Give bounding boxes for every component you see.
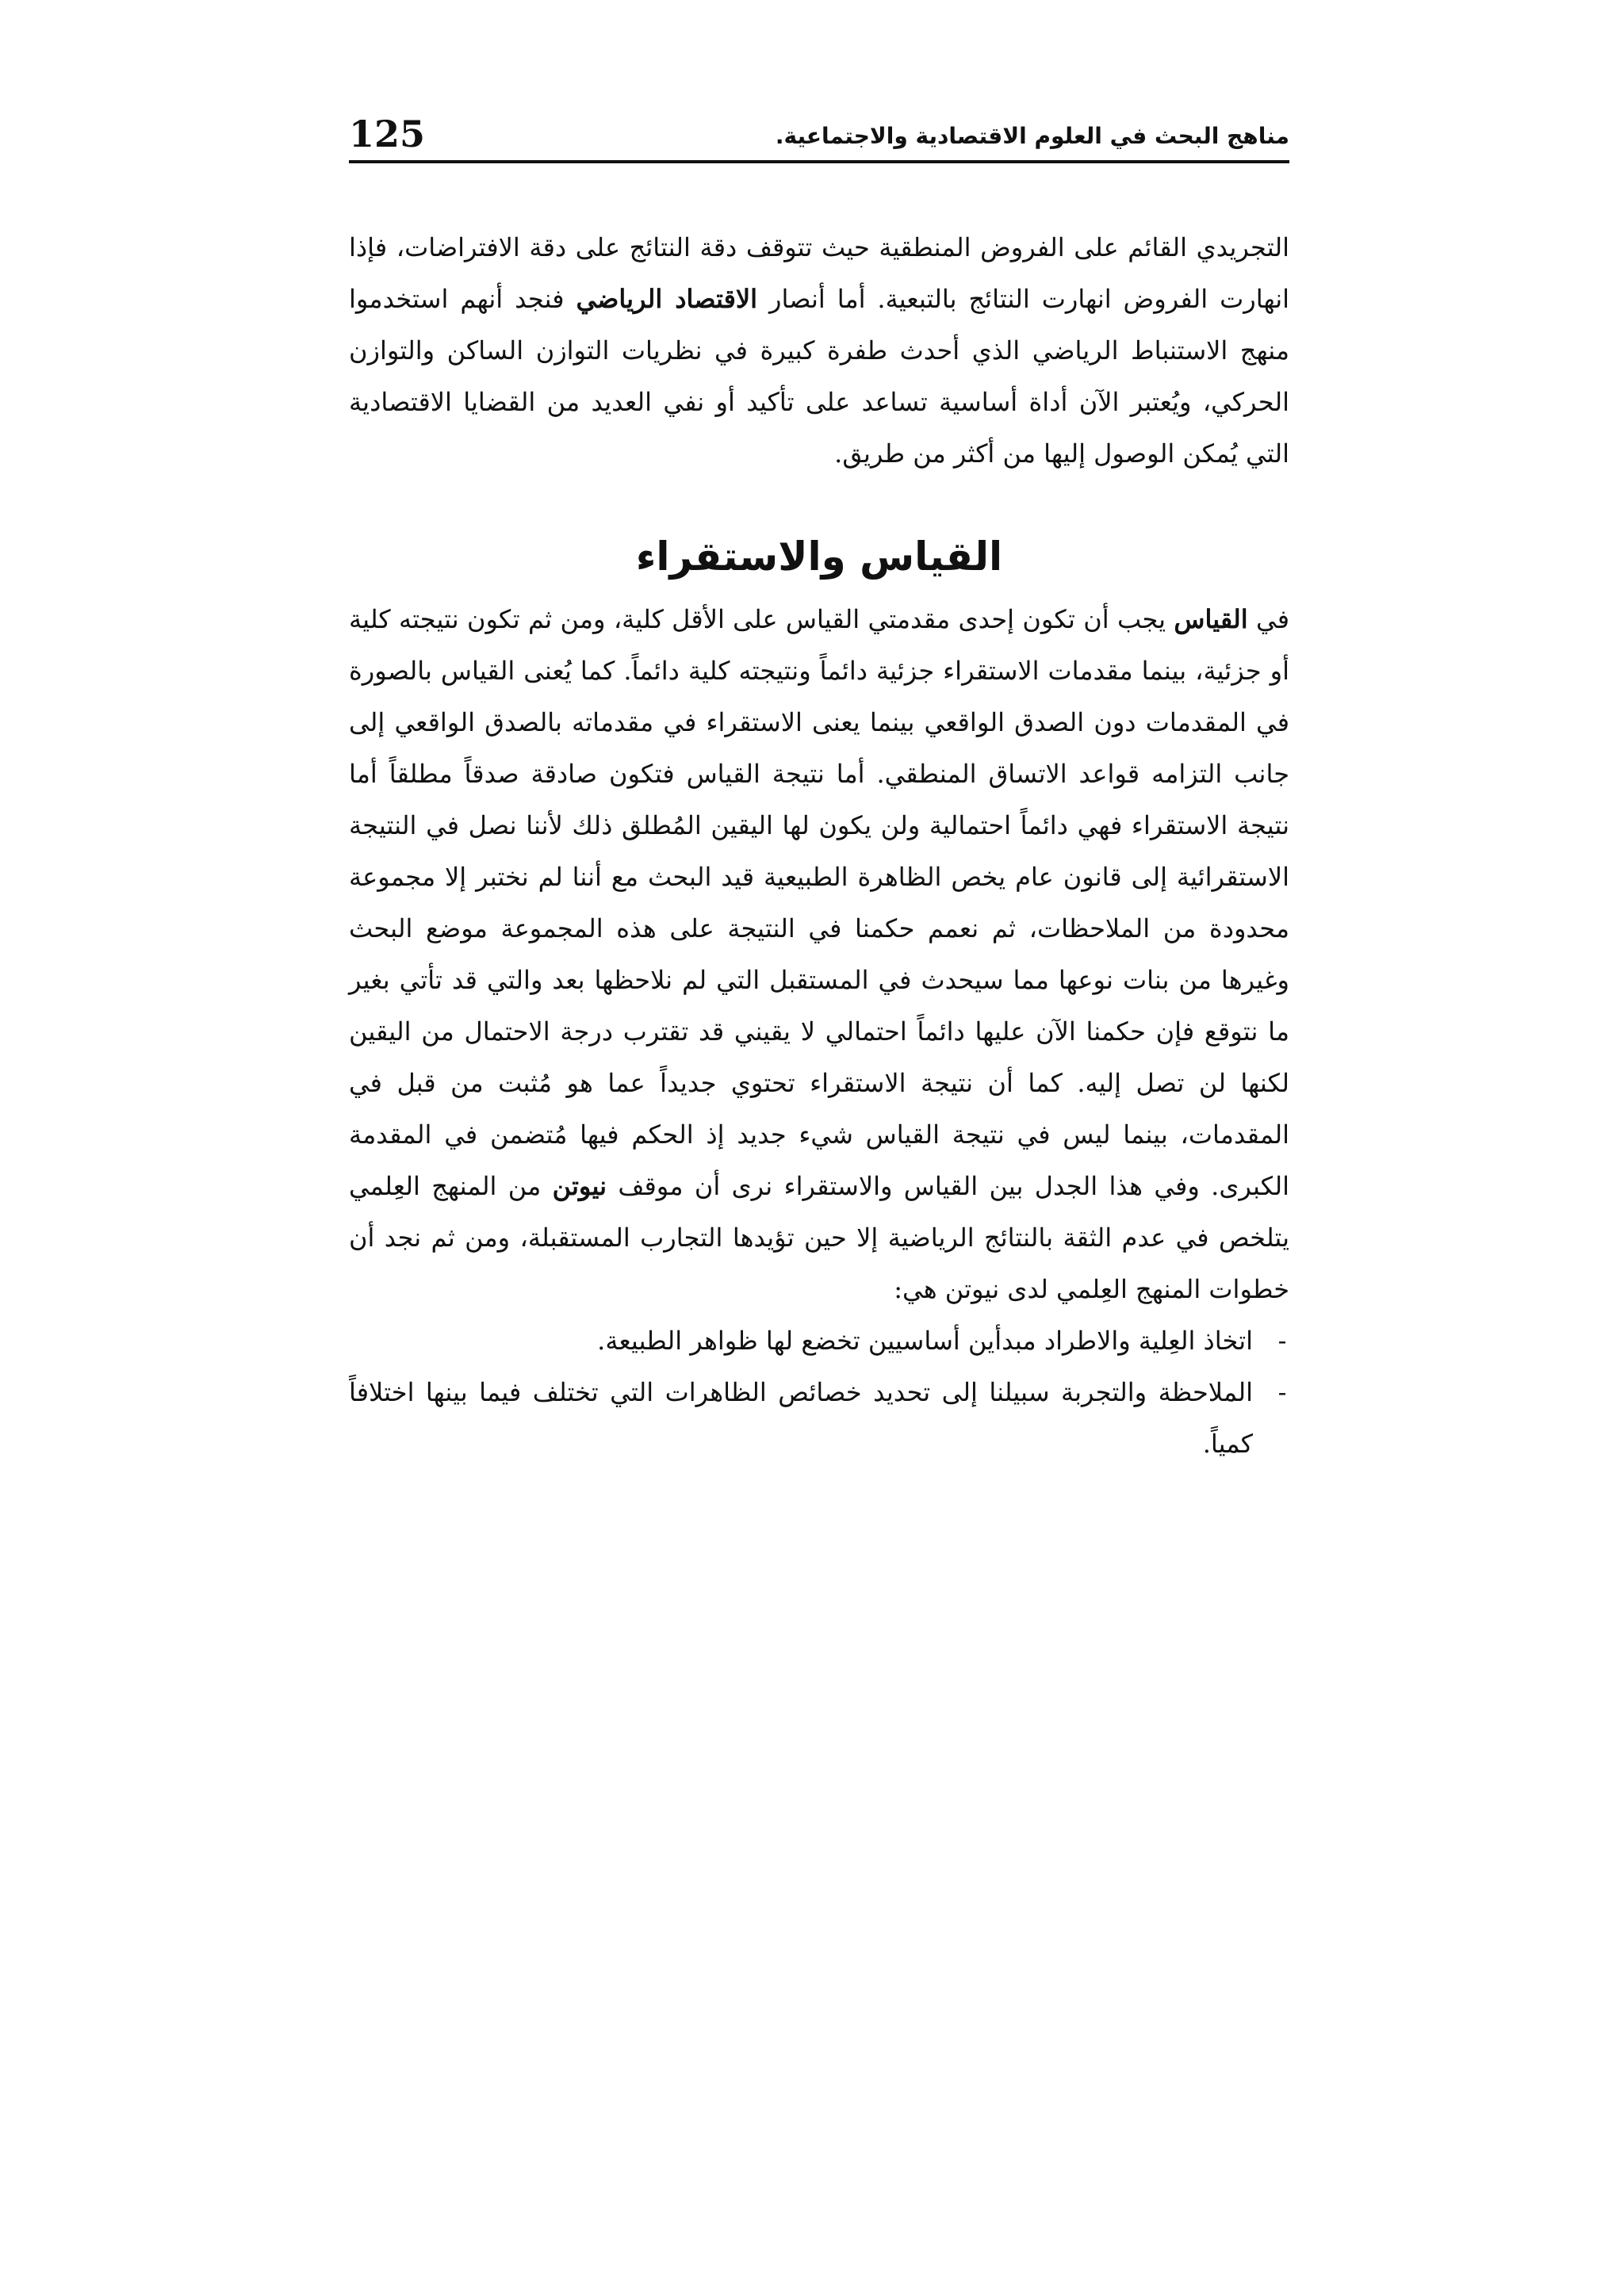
term-mathematical-economics: الاقتصاد الرياضي (576, 284, 758, 314)
section-paragraph (349, 594, 1289, 1315)
term-qiyas: القياس (1174, 604, 1248, 634)
list-item-text: اتخاذ العِلية والاطراد مبدأين أساسيين تخضع لها ظواهر الطبيعة. (597, 1326, 1253, 1356)
running-title: مناهج البحث في العلوم الاقتصادية والاجتماعية. (775, 123, 1289, 149)
section-prefix: في (1247, 604, 1290, 634)
intro-paragraph (349, 222, 1289, 480)
list-item-text: الملاحظة والتجربة سبيلنا إلى تحديد خصائص الظاهرات التي تختلف فيما بينها اختلافاً كمياً. (349, 1377, 1254, 1459)
section-text-2: من المنهج العِلمي يتلخص في عدم الثقة بالنتائج الرياضية إلا حين تؤيدها التجارب المستقبلة، ومن ثم نجد أن خطوات المنهج العِلمي لدى نيوتن هي: (349, 1171, 1289, 1304)
section-text-1: يجب أن تكون إحدى مقدمتي القياس على الأقل كلية، ومن ثم تكون نتيجته كلية أو جزئية، بينما مقدمات الاستقراء جزئية دائماً ونتيجته كلية دائماً. كما يُعنى القياس بالصورة في المقدمات دون الصدق الواقعي بينما يعنى الاستقراء في مقدماته بالصدق الواقعي إلى جانب التزامه قواعد الاتساق المنطقي. أما نتيجة القياس فتكون صادقة صدقاً مطلقاً أما نتيجة الاستقراء فهي دائماً احتمالية ولن يكون لها اليقين المُطلق ذلك لأننا نصل في النتيجة الاستقرائية إلى قانون عام يخص الظاهرة الطبيعية قيد البحث مع أننا لم نختبر إلا مجموعة محدودة من الملاحظات، ثم نعمم حكمنا في النتيجة على هذه المجموعة موضع البحث وغيرها من بنات نوعها مما سيحدث في المستقبل التي لم نلاحظها بعد والتي قد تأتي بغير ما نتوقع فإن حكمنا الآن عليها دائماً احتمالي لا يقيني قد تقترب درجة الاحتمال من اليقين لكنها لن تصل إليه. كما أن نتيجة الاستقراء تحتوي جديداً عما هو مُثبت من قبل في المقدمات، بينما ليس في نتيجة القياس شيء جديد إذ الحكم فيها مُتضمن في المقدمة الكبرى. وفي هذا الجدل بين القياس والاستقراء نرى أن موقف (349, 604, 1290, 1201)
section-title: القياس والاستقراء (635, 534, 1003, 580)
bullet-dash: - (1277, 1377, 1287, 1407)
list-item (349, 1367, 1289, 1470)
term-newton: نيوتن (552, 1171, 607, 1201)
book-page (349, 95, 1289, 2236)
page-number: 125 (349, 113, 426, 155)
list-item (349, 1315, 1289, 1367)
intro-text-1: التجريدي القائم على الفروض المنطقية حيث تتوقف دقة النتائج على دقة الافتراضات، فإذا انهارت الفروض انهارت النتائج بالتبعية. أما أنصار (349, 232, 1290, 314)
newton-steps-list (349, 1315, 1289, 1470)
page-header (349, 95, 1289, 163)
intro-text-2: فنجد أنهم استخدموا منهج الاستنباط الرياضي الذي أحدث طفرة كبيرة في نظريات التوازن الساكن والتوازن الحركي، ويُعتبر الآن أداة أساسية تساعد على تأكيد أو نفي العديد من القضايا الاقتصادية التي يُمكن الوصول إليها من أكثر من طريق. (349, 284, 1290, 469)
page-body (349, 222, 1289, 1470)
bullet-dash: - (1277, 1326, 1287, 1356)
